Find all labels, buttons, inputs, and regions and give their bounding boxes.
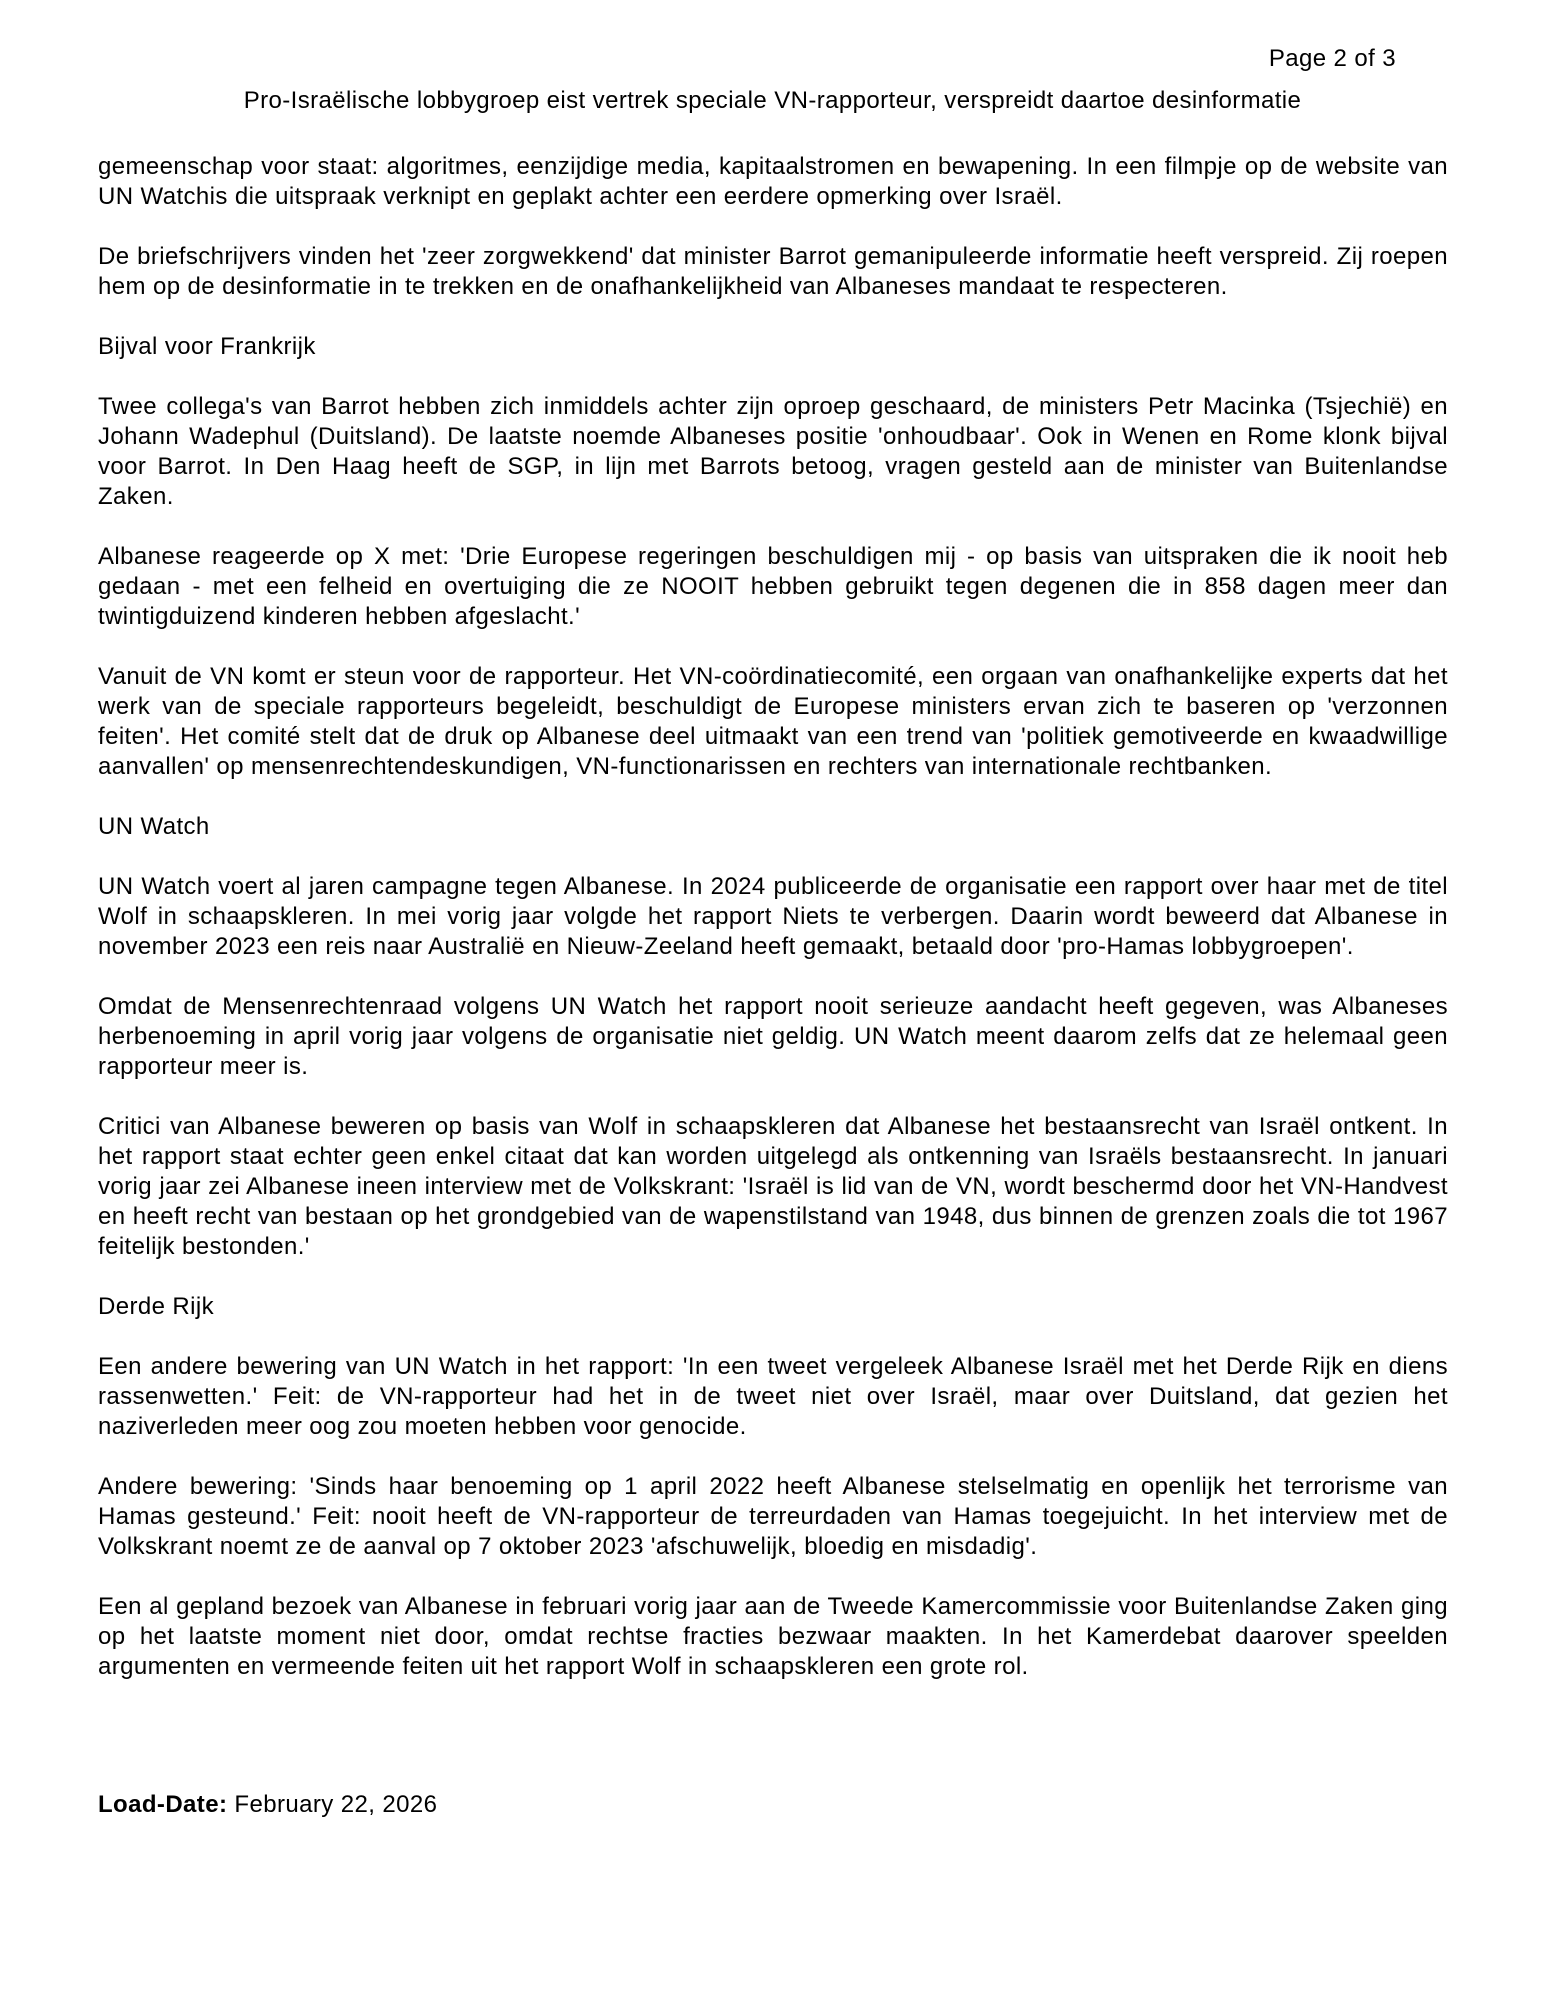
paragraph: De briefschrijvers vinden het 'zeer zorgwekkend' dat minister Barrot gemanipuleerde informatie heeft verspreid. Zij roepen hem op de desinformatie in te trekken en de onafhankelijkheid van Albaneses mandaat te respecteren. [98,243,1448,300]
paragraph: Andere bewering: 'Sinds haar benoeming op 1 april 2022 heeft Albanese stelselmatig en openlijk het terrorisme van Hamas gesteund.' Feit: nooit heeft de VN-rapporteur de terreurdaden van Hamas toegejuicht. In het interview met de Volkskrant noemt ze de aanval op 7 oktober 2023 'afschuwelijk, bloedig en misdadig'. [98,1473,1448,1560]
paragraph: Critici van Albanese beweren op basis van Wolf in schaapskleren dat Albanese het bestaansrecht van Israël ontkent. In het rapport staat echter geen enkel citaat dat kan worden uitgelegd als ontkenning van Israëls bestaansrecht. In januari vorig jaar zei Albanese ineen interview met de Volkskrant: 'Israël is lid van de VN, wordt beschermd door het VN-Handvest en heeft recht van bestaan op het grondgebied van de wapenstilstand van 1948, dus binnen de grenzen zoals die tot 1967 feitelijk bestonden.' [98,1113,1448,1260]
paragraph: Omdat de Mensenrechtenraad volgens UN Watch het rapport nooit serieuze aandacht heeft gegeven, was Albaneses herbenoeming in april vorig jaar volgens de organisatie niet geldig. UN Watch meent daarom zelfs dat ze helemaal geen rapporteur meer is. [98,993,1448,1080]
paragraph: Een andere bewering van UN Watch in het rapport: 'In een tweet vergeleek Albanese Israël met het Derde Rijk en diens rassenwetten.' Feit: de VN-rapporteur had het in de tweet niet over Israël, maar over Duitsland, dat gezien het naziverleden meer oog zou moeten hebben voor genocide. [98,1353,1448,1440]
document-title: Pro-Israëlische lobbygroep eist vertrek speciale VN-rapporteur, verspreidt daartoe desinformatie [243,87,1302,114]
load-date [98,1790,1448,1820]
paragraph: Vanuit de VN komt er steun voor de rapporteur. Het VN-coördinatiecomité, een orgaan van onafhankelijke experts dat het werk van de speciale rapporteurs begeleidt, beschuldigt de Europese ministers ervan zich te baseren op 'verzonnen feiten'. Het comité stelt dat de druk op Albanese deel uitmaakt van een trend van 'politiek gemotiveerde en kwaadwillige aanvallen' op mensenrechtendeskundigen, VN-functionarissen en rechters van internationale rechtbanken. [98,663,1448,780]
paragraph: gemeenschap voor staat: algoritmes, eenzijdige media, kapitaalstromen en bewapening. In een filmpje op de website van UN Watchis die uitspraak verknipt en geplakt achter een eerdere opmerking over Israël. [98,153,1448,210]
article-body [0,152,1545,1820]
paragraph: Albanese reageerde op X met: 'Drie Europese regeringen beschuldigen mij - op basis van uitspraken die ik nooit heb gedaan - met een felheid en overtuiging die ze NOOIT hebben gebruikt tegen degenen die in 858 dagen meer dan twintigduizend kinderen hebben afgeslacht.' [98,543,1448,630]
paragraph: UN Watch voert al jaren campagne tegen Albanese. In 2024 publiceerde de organisatie een rapport over haar met de titel Wolf in schaapskleren. In mei vorig jaar volgde het rapport Niets te verbergen. Daarin wordt beweerd dat Albanese in november 2023 een reis naar Australië en Nieuw-Zeeland heeft gemaakt, betaald door 'pro-Hamas lobbygroepen'. [98,873,1448,960]
page-number: Page 2 of 3 [1268,45,1396,72]
section-heading: Bijval voor Frankrijk [98,333,316,360]
section-heading: UN Watch [98,813,210,840]
load-date-label: Load-Date: [98,1791,228,1818]
section-heading: Derde Rijk [98,1293,215,1320]
load-date-value: February 22, 2026 [234,1791,438,1818]
paragraph: Twee collega's van Barrot hebben zich inmiddels achter zijn oproep geschaard, de ministers Petr Macinka (Tsjechië) en Johann Wadephul (Duitsland). De laatste noemde Albaneses positie 'onhoudbaar'. Ook in Wenen en Rome klonk bijval voor Barrot. In Den Haag heeft de SGP, in lijn met Barrots betoog, vragen gesteld aan de minister van Buitenlandse Zaken. [98,393,1448,510]
paragraph: Een al gepland bezoek van Albanese in februari vorig jaar aan de Tweede Kamercommissie voor Buitenlandse Zaken ging op het laatste moment niet door, omdat rechtse fracties bezwaar maakten. In het Kamerdebat daarover speelden argumenten en vermeende feiten uit het rapport Wolf in schaapskleren een grote rol. [98,1593,1448,1680]
